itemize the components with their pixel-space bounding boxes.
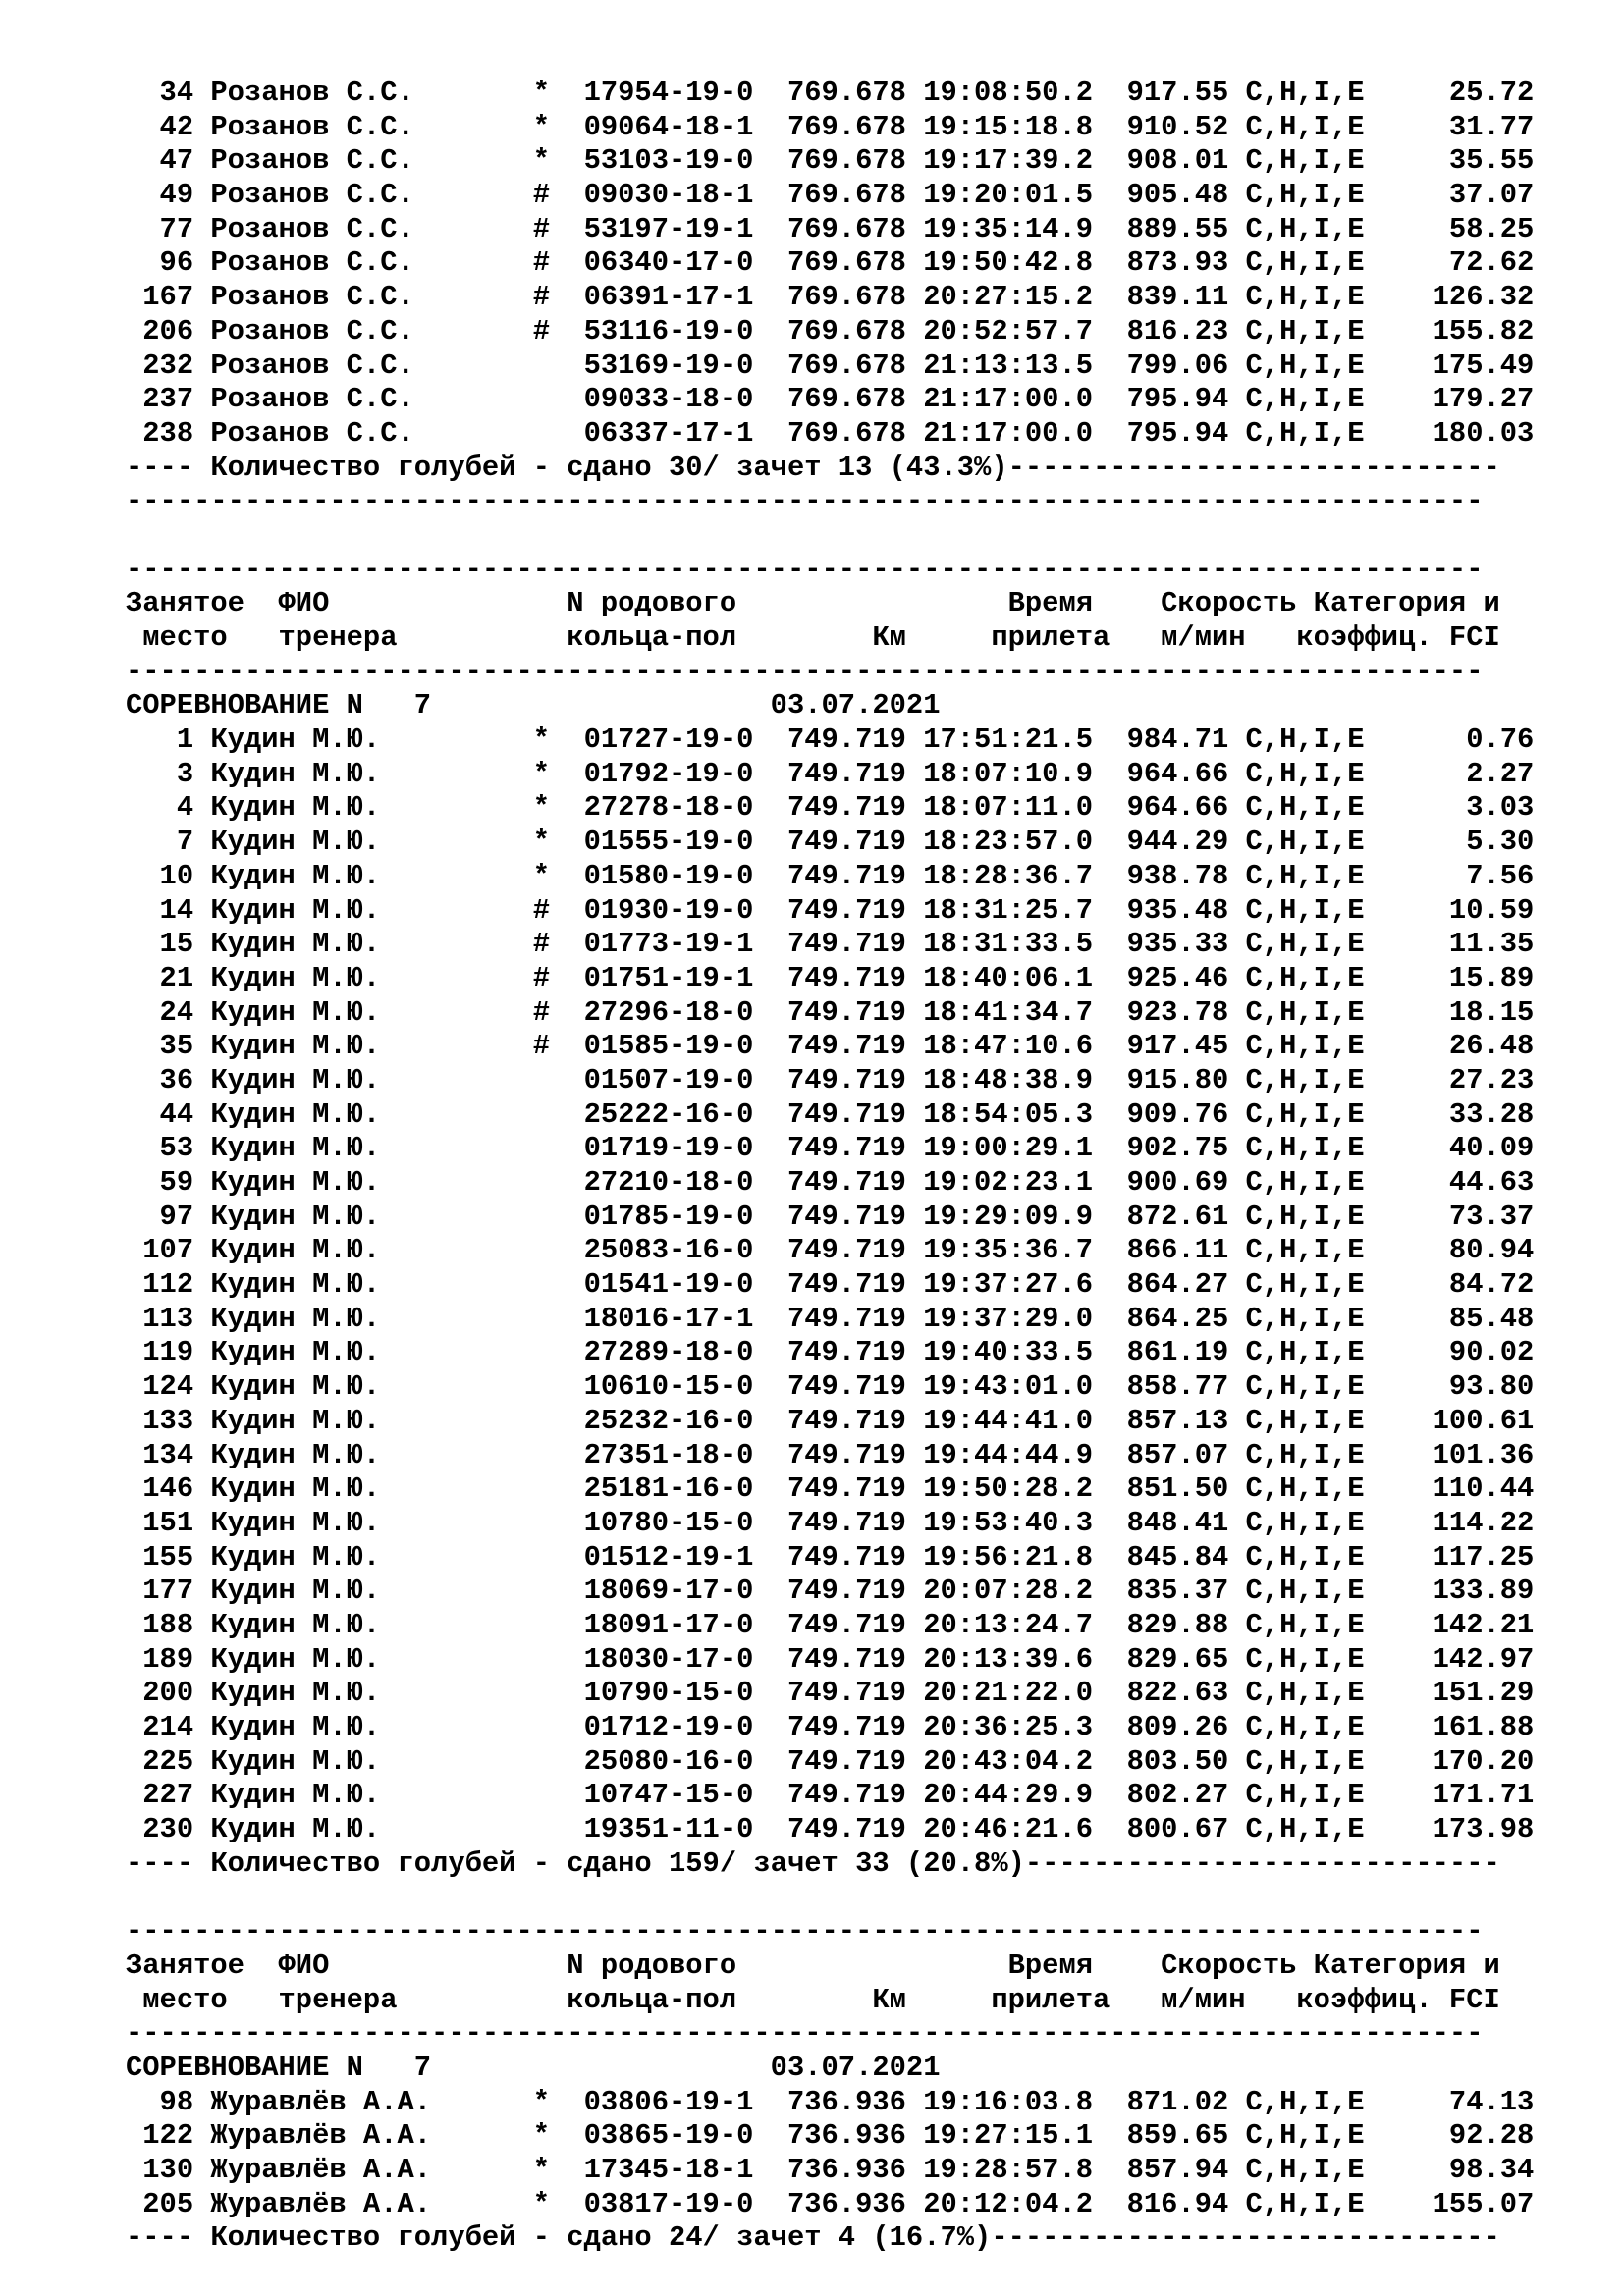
result-row: 15 Кудин М.Ю. # 01773-19-1 749.719 18:31:33.5 935.33 C,H,I,E 11.35 [126,928,1535,961]
result-row: 112 Кудин М.Ю. 01541-19-0 749.719 19:37:27.6 864.27 C,H,I,E 84.72 [126,1268,1535,1302]
separator-line: -------------------------------------------------------------------------------- [126,485,1484,518]
result-row: 188 Кудин М.Ю. 18091-17-0 749.719 20:13:24.7 829.88 C,H,I,E 142.21 [126,1608,1535,1641]
result-row: 146 Кудин М.Ю. 25181-16-0 749.719 19:50:28.2 851.50 C,H,I,E 110.44 [126,1472,1535,1506]
result-row: 225 Кудин М.Ю. 25080-16-0 749.719 20:43:04.2 803.50 C,H,I,E 170.20 [126,1744,1535,1778]
result-row: 107 Кудин М.Ю. 25083-16-0 749.719 19:35:36.7 866.11 C,H,I,E 80.94 [126,1234,1535,1267]
result-row: 42 Розанов С.С. * 09064-18-1 769.678 19:15:18.8 910.52 C,H,I,E 31.77 [126,110,1535,143]
result-row: 227 Кудин М.Ю. 10747-15-0 749.719 20:44:29.9 802.27 C,H,I,E 171.71 [126,1779,1535,1812]
result-row: 97 Кудин М.Ю. 01785-19-0 749.719 19:29:09.9 872.61 C,H,I,E 73.37 [126,1200,1535,1233]
competition-title: СОРЕВНОВАНИЕ N 7 03.07.2021 [126,2051,941,2084]
result-row: 189 Кудин М.Ю. 18030-17-0 749.719 20:13:39.6 829.65 C,H,I,E 142.97 [126,1642,1535,1676]
result-row: 206 Розанов С.С. # 53116-19-0 769.678 20:52:57.7 816.23 C,H,I,E 155.82 [126,314,1535,347]
result-row: 134 Кудин М.Ю. 27351-18-0 749.719 19:44:44.9 857.07 C,H,I,E 101.36 [126,1438,1535,1471]
result-row: 21 Кудин М.Ю. # 01751-19-1 749.719 18:40:06.1 925.46 C,H,I,E 15.89 [126,961,1535,994]
result-row: 59 Кудин М.Ю. 27210-18-0 749.719 19:02:23.1 900.69 C,H,I,E 44.63 [126,1166,1535,1199]
result-row: 200 Кудин М.Ю. 10790-15-0 749.719 20:21:22.0 822.63 C,H,I,E 151.29 [126,1677,1535,1710]
result-row: 238 Розанов С.С. 06337-17-1 769.678 21:17:00.0 795.94 C,H,I,E 180.03 [126,416,1535,450]
separator-line: -------------------------------------------------------------------------------- [126,655,1484,688]
column-header: место тренера кольца-пол Км прилета м/мин коэффиц. FCI [126,1983,1500,2016]
result-row: 214 Кудин М.Ю. 01712-19-0 749.719 20:36:25.3 809.26 C,H,I,E 161.88 [126,1711,1535,1743]
blank-line [126,1881,1534,1915]
result-row: 151 Кудин М.Ю. 10780-15-0 749.719 19:53:40.3 848.41 C,H,I,E 114.22 [126,1506,1535,1539]
section-summary: ---- Количество голубей - сдано 30/ зачет 13 (43.3%)----------------------------- [126,451,1500,484]
result-row: 155 Кудин М.Ю. 01512-19-1 749.719 19:56:21.8 845.84 C,H,I,E 117.25 [126,1540,1535,1574]
result-row: 96 Розанов С.С. # 06340-17-0 769.678 19:50:42.8 873.93 C,H,I,E 72.62 [126,246,1535,280]
column-header: место тренера кольца-пол Км прилета м/мин коэффиц. FCI [126,621,1500,654]
result-row: 124 Кудин М.Ю. 10610-15-0 749.719 19:43:01.0 858.77 C,H,I,E 93.80 [126,1370,1535,1404]
result-row: 34 Розанов С.С. * 17954-19-0 769.678 19:08:50.2 917.55 C,H,I,E 25.72 [126,77,1535,109]
result-row: 205 Журавлёв А.А. * 03817-19-0 736.936 20:12:04.2 816.94 C,H,I,E 155.07 [126,2187,1535,2220]
result-row: 1 Кудин М.Ю. * 01727-19-0 749.719 17:51:21.5 984.71 C,H,I,E 0.76 [126,723,1535,757]
competition-title: СОРЕВНОВАНИЕ N 7 03.07.2021 [126,689,941,722]
result-row: 24 Кудин М.Ю. # 27296-18-0 749.719 18:41:34.7 923.78 C,H,I,E 18.15 [126,995,1535,1029]
result-row: 237 Розанов С.С. 09033-18-0 769.678 21:17:00.0 795.94 C,H,I,E 179.27 [126,383,1535,416]
result-row: 113 Кудин М.Ю. 18016-17-1 749.719 19:37:29.0 864.25 C,H,I,E 85.48 [126,1302,1535,1335]
result-row: 35 Кудин М.Ю. # 01585-19-0 749.719 18:47:10.6 917.45 C,H,I,E 26.48 [126,1030,1535,1063]
result-row: 4 Кудин М.Ю. * 27278-18-0 749.719 18:07:11.0 964.66 C,H,I,E 3.03 [126,791,1535,825]
separator-line: -------------------------------------------------------------------------------- [126,1915,1484,1949]
result-row: 14 Кудин М.Ю. # 01930-19-0 749.719 18:31:25.7 935.48 C,H,I,E 10.59 [126,893,1535,927]
result-row: 232 Розанов С.С. 53169-19-0 769.678 21:13:13.5 799.06 C,H,I,E 175.49 [126,348,1535,382]
result-row: 47 Розанов С.С. * 53103-19-0 769.678 19:17:39.2 908.01 C,H,I,E 35.55 [126,144,1535,178]
result-row: 44 Кудин М.Ю. 25222-16-0 749.719 18:54:05.3 909.76 C,H,I,E 33.28 [126,1097,1535,1131]
column-header: Занятое ФИО N родового Время Скорость Категория и [126,1949,1500,1982]
result-row: 36 Кудин М.Ю. 01507-19-0 749.719 18:48:38.9 915.80 C,H,I,E 27.23 [126,1063,1535,1096]
result-row: 230 Кудин М.Ю. 19351-11-0 749.719 20:46:21.6 800.67 C,H,I,E 173.98 [126,1813,1535,1846]
result-row: 122 Журавлёв А.А. * 03865-19-0 736.936 19:27:15.1 859.65 C,H,I,E 92.28 [126,2119,1535,2153]
result-row: 177 Кудин М.Ю. 18069-17-0 749.719 20:07:28.2 835.37 C,H,I,E 133.89 [126,1575,1535,1608]
result-row: 119 Кудин М.Ю. 27289-18-0 749.719 19:40:33.5 861.19 C,H,I,E 90.02 [126,1336,1535,1369]
result-row: 7 Кудин М.Ю. * 01555-19-0 749.719 18:23:57.0 944.29 C,H,I,E 5.30 [126,826,1535,859]
column-header: Занятое ФИО N родового Время Скорость Категория и [126,587,1500,620]
result-row: 98 Журавлёв А.А. * 03806-19-1 736.936 19:16:03.8 871.02 C,H,I,E 74.13 [126,2085,1535,2118]
result-row: 130 Журавлёв А.А. * 17345-18-1 736.936 19:28:57.8 857.94 C,H,I,E 98.34 [126,2153,1535,2186]
separator-line: -------------------------------------------------------------------------------- [126,553,1484,586]
section-summary: ---- Количество голубей - сдано 24/ зачет 4 (16.7%)------------------------------ [126,2221,1500,2255]
result-row: 3 Кудин М.Ю. * 01792-19-0 749.719 18:07:10.9 964.66 C,H,I,E 2.27 [126,757,1535,790]
result-row: 10 Кудин М.Ю. * 01580-19-0 749.719 18:28:36.7 938.78 C,H,I,E 7.56 [126,859,1535,892]
section-summary: ---- Количество голубей - сдано 159/ зачет 33 (20.8%)---------------------------- [126,1846,1500,1880]
result-row: 49 Розанов С.С. # 09030-18-1 769.678 19:20:01.5 905.48 C,H,I,E 37.07 [126,179,1535,212]
result-row: 133 Кудин М.Ю. 25232-16-0 749.719 19:44:41.0 857.13 C,H,I,E 100.61 [126,1404,1535,1437]
separator-line: -------------------------------------------------------------------------------- [126,2017,1484,2051]
result-row: 53 Кудин М.Ю. 01719-19-0 749.719 19:00:29.1 902.75 C,H,I,E 40.09 [126,1132,1535,1165]
blank-line [126,519,1534,554]
results-printout [126,77,1534,2256]
result-row: 77 Розанов С.С. # 53197-19-1 769.678 19:35:14.9 889.55 C,H,I,E 58.25 [126,212,1535,245]
result-row: 167 Розанов С.С. # 06391-17-1 769.678 20:27:15.2 839.11 C,H,I,E 126.32 [126,281,1535,314]
